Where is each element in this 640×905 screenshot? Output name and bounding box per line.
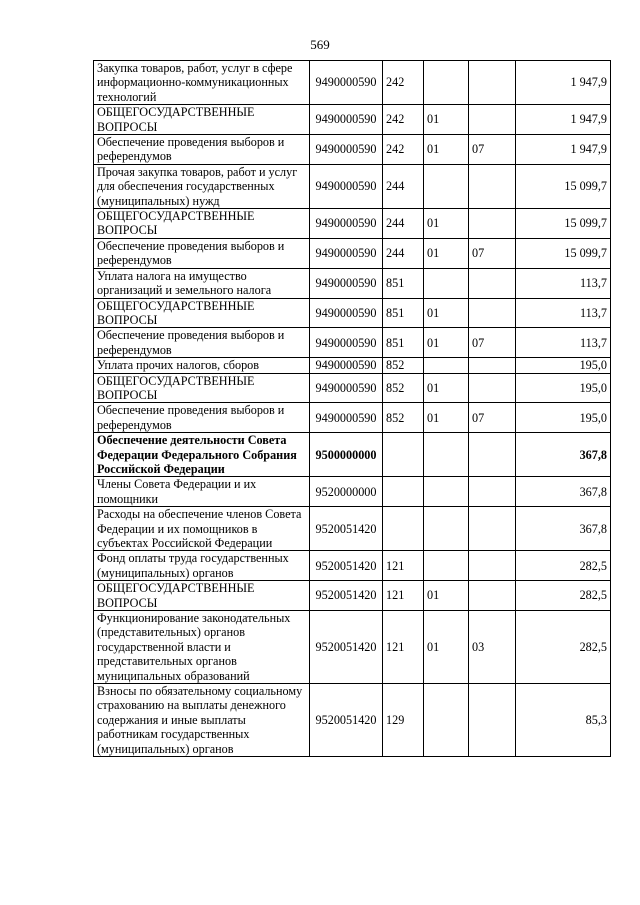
row-section <box>424 507 469 551</box>
row-code: 9490000590 <box>310 105 383 135</box>
row-subsection: 07 <box>469 238 516 268</box>
row-expense-type: 851 <box>383 298 424 328</box>
row-name: Члены Совета Федерации и их помощники <box>94 477 310 507</box>
row-code: 9520051420 <box>310 551 383 581</box>
row-subsection <box>469 551 516 581</box>
row-expense-type: 852 <box>383 358 424 373</box>
budget-table-body <box>94 61 611 757</box>
table-row <box>94 433 611 477</box>
row-name: Обеспечение проведения выборов и референдумов <box>94 135 310 165</box>
row-subsection <box>469 684 516 757</box>
row-expense-type: 121 <box>383 581 424 611</box>
table-row <box>94 477 611 507</box>
row-amount: 113,7 <box>516 298 611 328</box>
row-code: 9520051420 <box>310 684 383 757</box>
row-subsection <box>469 581 516 611</box>
row-amount: 85,3 <box>516 684 611 757</box>
row-code: 9490000590 <box>310 403 383 433</box>
row-amount: 195,0 <box>516 358 611 373</box>
row-expense-type: 121 <box>383 551 424 581</box>
row-code: 9490000590 <box>310 164 383 208</box>
row-section: 01 <box>424 373 469 403</box>
table-row <box>94 238 611 268</box>
row-subsection: 07 <box>469 403 516 433</box>
row-amount: 195,0 <box>516 373 611 403</box>
row-section: 01 <box>424 105 469 135</box>
row-name: ОБЩЕГОСУДАРСТВЕННЫЕ ВОПРОСЫ <box>94 298 310 328</box>
row-section: 01 <box>424 209 469 239</box>
row-amount: 282,5 <box>516 581 611 611</box>
row-expense-type: 852 <box>383 373 424 403</box>
table-row <box>94 61 611 105</box>
row-expense-type: 244 <box>383 238 424 268</box>
table-row <box>94 135 611 165</box>
row-code: 9490000590 <box>310 135 383 165</box>
table-row <box>94 105 611 135</box>
row-amount: 195,0 <box>516 403 611 433</box>
row-section: 01 <box>424 328 469 358</box>
row-name: Уплата налога на имущество организаций и земельного налога <box>94 268 310 298</box>
row-name: Уплата прочих налогов, сборов <box>94 358 310 373</box>
row-code: 9520000000 <box>310 477 383 507</box>
row-expense-type: 852 <box>383 403 424 433</box>
row-expense-type: 121 <box>383 611 424 684</box>
row-name: Закупка товаров, работ, услуг в сфере информационно-коммуникационных технологий <box>94 61 310 105</box>
row-section <box>424 684 469 757</box>
row-amount: 15 099,7 <box>516 238 611 268</box>
table-row <box>94 328 611 358</box>
row-amount: 282,5 <box>516 551 611 581</box>
row-expense-type <box>383 507 424 551</box>
row-code: 9490000590 <box>310 373 383 403</box>
row-name: Обеспечение проведения выборов и референдумов <box>94 238 310 268</box>
row-section: 01 <box>424 135 469 165</box>
row-section <box>424 551 469 581</box>
row-expense-type: 851 <box>383 328 424 358</box>
row-name: Функционирование законодательных (представительных) органов государственной власти и представительных органов муниципальных образований <box>94 611 310 684</box>
row-code: 9490000590 <box>310 358 383 373</box>
row-expense-type: 129 <box>383 684 424 757</box>
row-code: 9520051420 <box>310 507 383 551</box>
row-name: Прочая закупка товаров, работ и услуг для обеспечения государственных (муниципальных) нужд <box>94 164 310 208</box>
table-row <box>94 298 611 328</box>
row-amount: 1 947,9 <box>516 61 611 105</box>
row-subsection: 07 <box>469 328 516 358</box>
row-code: 9520051420 <box>310 581 383 611</box>
row-code: 9520051420 <box>310 611 383 684</box>
row-section: 01 <box>424 611 469 684</box>
row-section <box>424 61 469 105</box>
row-amount: 113,7 <box>516 268 611 298</box>
row-section <box>424 433 469 477</box>
table-row <box>94 551 611 581</box>
row-code: 9490000590 <box>310 61 383 105</box>
table-row <box>94 209 611 239</box>
row-expense-type: 244 <box>383 164 424 208</box>
row-section <box>424 268 469 298</box>
row-subsection <box>469 298 516 328</box>
row-code: 9490000590 <box>310 298 383 328</box>
row-subsection <box>469 358 516 373</box>
row-section <box>424 477 469 507</box>
row-section: 01 <box>424 581 469 611</box>
row-subsection <box>469 164 516 208</box>
row-amount: 282,5 <box>516 611 611 684</box>
row-amount: 367,8 <box>516 433 611 477</box>
row-subsection <box>469 105 516 135</box>
row-expense-type <box>383 477 424 507</box>
row-amount: 15 099,7 <box>516 209 611 239</box>
row-subsection <box>469 433 516 477</box>
row-subsection <box>469 209 516 239</box>
row-subsection <box>469 507 516 551</box>
budget-table <box>93 60 611 757</box>
row-name: ОБЩЕГОСУДАРСТВЕННЫЕ ВОПРОСЫ <box>94 373 310 403</box>
row-code: 9490000590 <box>310 268 383 298</box>
row-expense-type: 242 <box>383 105 424 135</box>
table-row <box>94 507 611 551</box>
row-subsection: 03 <box>469 611 516 684</box>
row-amount: 113,7 <box>516 328 611 358</box>
row-code: 9490000590 <box>310 328 383 358</box>
row-section <box>424 358 469 373</box>
row-subsection <box>469 373 516 403</box>
row-amount: 1 947,9 <box>516 105 611 135</box>
row-expense-type: 242 <box>383 135 424 165</box>
row-name: Обеспечение проведения выборов и референдумов <box>94 403 310 433</box>
row-expense-type: 242 <box>383 61 424 105</box>
row-name: Взносы по обязательному социальному страхованию на выплаты денежного содержания и иные выплаты работникам государственных (муниципальных) органов <box>94 684 310 757</box>
table-row <box>94 268 611 298</box>
row-subsection: 07 <box>469 135 516 165</box>
row-subsection <box>469 268 516 298</box>
table-row <box>94 164 611 208</box>
row-name: ОБЩЕГОСУДАРСТВЕННЫЕ ВОПРОСЫ <box>94 581 310 611</box>
table-row <box>94 358 611 373</box>
row-subsection <box>469 61 516 105</box>
row-name: ОБЩЕГОСУДАРСТВЕННЫЕ ВОПРОСЫ <box>94 105 310 135</box>
table-row <box>94 684 611 757</box>
row-code: 9500000000 <box>310 433 383 477</box>
row-section <box>424 164 469 208</box>
row-code: 9490000590 <box>310 238 383 268</box>
row-name: Фонд оплаты труда государственных (муниципальных) органов <box>94 551 310 581</box>
page-number: 569 <box>310 37 330 52</box>
row-section: 01 <box>424 298 469 328</box>
row-code: 9490000590 <box>310 209 383 239</box>
row-section: 01 <box>424 403 469 433</box>
row-name: ОБЩЕГОСУДАРСТВЕННЫЕ ВОПРОСЫ <box>94 209 310 239</box>
row-name: Расходы на обеспечение членов Совета Федерации и их помощников в субъектах Российской Федерации <box>94 507 310 551</box>
row-amount: 367,8 <box>516 477 611 507</box>
row-amount: 15 099,7 <box>516 164 611 208</box>
row-section: 01 <box>424 238 469 268</box>
row-name: Обеспечение деятельности Совета Федерации Федерального Собрания Российской Федерации <box>94 433 310 477</box>
row-amount: 367,8 <box>516 507 611 551</box>
table-row <box>94 373 611 403</box>
row-name: Обеспечение проведения выборов и референдумов <box>94 328 310 358</box>
table-row <box>94 611 611 684</box>
row-expense-type: 851 <box>383 268 424 298</box>
table-row <box>94 581 611 611</box>
row-expense-type <box>383 433 424 477</box>
row-subsection <box>469 477 516 507</box>
row-amount: 1 947,9 <box>516 135 611 165</box>
table-row <box>94 403 611 433</box>
row-expense-type: 244 <box>383 209 424 239</box>
